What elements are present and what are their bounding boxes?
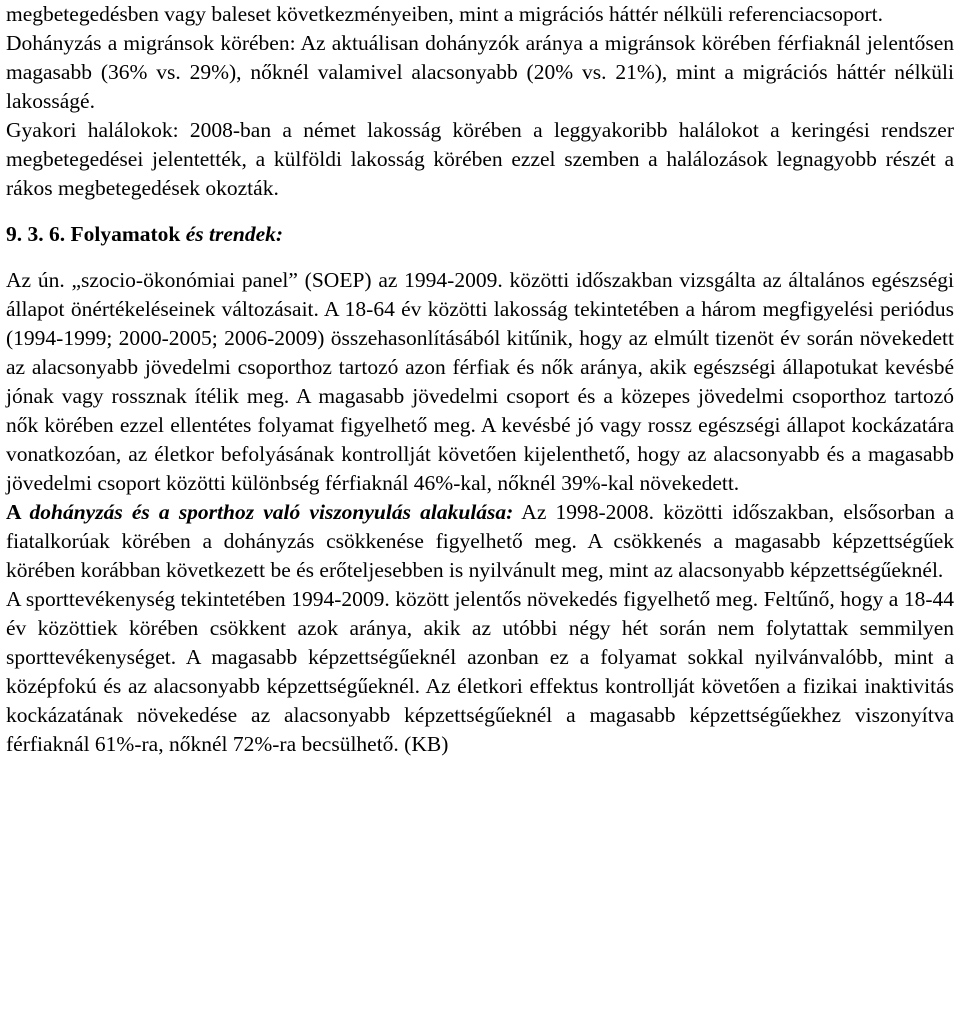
spacer bbox=[6, 249, 954, 266]
paragraph-sport-activity: A sporttevékenység tekintetében 1994-2009. között jelentős növekedés figyelhető meg. Feltűnő, hogy a 18-44 év közöttiek körében csökkent azok aránya, akik az utóbbi négy hét során nem folytattak semmilyen sporttevékenységet. A magasabb képzettségűeknél azonban ez a folyamat sokkal nyilvánvalóbb, mint a középfokú és az alacsonyabb képzettségűeknél. Az életkori effektus kontrollját követően a fizikai inaktivitás kockázatának növekedése az alacsonyabb képzettségűeknél a magasabb képzettségűekhez viszonyítva férfiaknál 61%-ra, nőknél 72%-ra becsülhető. (KB) bbox=[6, 587, 954, 756]
paragraph-causes-of-death: Gyakori halálokok: 2008-ban a német lakosság körében a leggyakoribb halálokot a keringési rendszer megbetegedései jelentették, a külföldi lakosság körében ezzel szemben a halálozások legnagyobb részét a rákos megbetegedések okozták. bbox=[6, 118, 954, 200]
paragraph-smoking-migrants: Dohányzás a migránsok körében: Az aktuálisan dohányzók aránya a migránsok körében férfiaknál jelentősen magasabb (36% vs. 29%), nőknél valamivel alacsonyabb (20% vs. 21%), mint a migrációs háttér nélküli lakosságé. bbox=[6, 31, 954, 113]
topic-lead-a: A bbox=[6, 500, 30, 524]
spacer bbox=[6, 203, 954, 220]
paragraph-soep-health: Az ún. „szocio-ökonómiai panel” (SOEP) az 1994-2009. közötti időszakban vizsgálta az általános egészségi állapot önértékeléseinek változásait. A 18-64 év közötti lakosság tekintetében a három megfigyelési periódus (1994-1999; 2000-2005; 2006-2009) összehasonlításából kitűnik, hogy az elmúlt tizenöt év során növekedett az alacsonyabb jövedelmi csoporthoz tartozó azon férfiak és nők aránya, akik egészségi állapotukat kevésbé jónak vagy rossznak ítélik meg. A magasabb jövedelmi csoport és a közepes jövedelmi csoporthoz tartozó nők körében ezzel ellentétes folyamat figyelhető meg. A kevésbé jó vagy rossz egészségi állapot kockázatára vonatkozóan, az életkor befolyásának kontrollját követően kijelenthető, hogy az alacsonyabb és a magasabb jövedelmi csoport közötti különbség férfiaknál 46%-kal, nőknél 39%-kal növekedett. bbox=[6, 268, 954, 495]
paragraph-smoking-sport-trends bbox=[6, 498, 954, 585]
section-heading-number: 9. 3. 6. Folyamatok bbox=[6, 222, 181, 246]
topic-body: Az 1998-2008. közötti időszakban, elsősorban a fiatalkorúak körében a dohányzás csökkenése figyelhető meg. A csökkenés a magasabb képzettségűek körében korábban következett be és erőteljesebben is nyilvánult meg, mint az alacsonyabb képzettségűeknél. bbox=[6, 500, 954, 582]
section-heading-title: és trendek: bbox=[180, 222, 284, 246]
topic-heading: dohányzás és a sporthoz való viszonyulás alakulása: bbox=[29, 500, 514, 524]
paragraph-migration-reference: megbetegedésben vagy baleset következményeiben, mint a migrációs háttér nélküli referenciacsoport. bbox=[6, 2, 883, 26]
section-heading bbox=[6, 220, 954, 249]
